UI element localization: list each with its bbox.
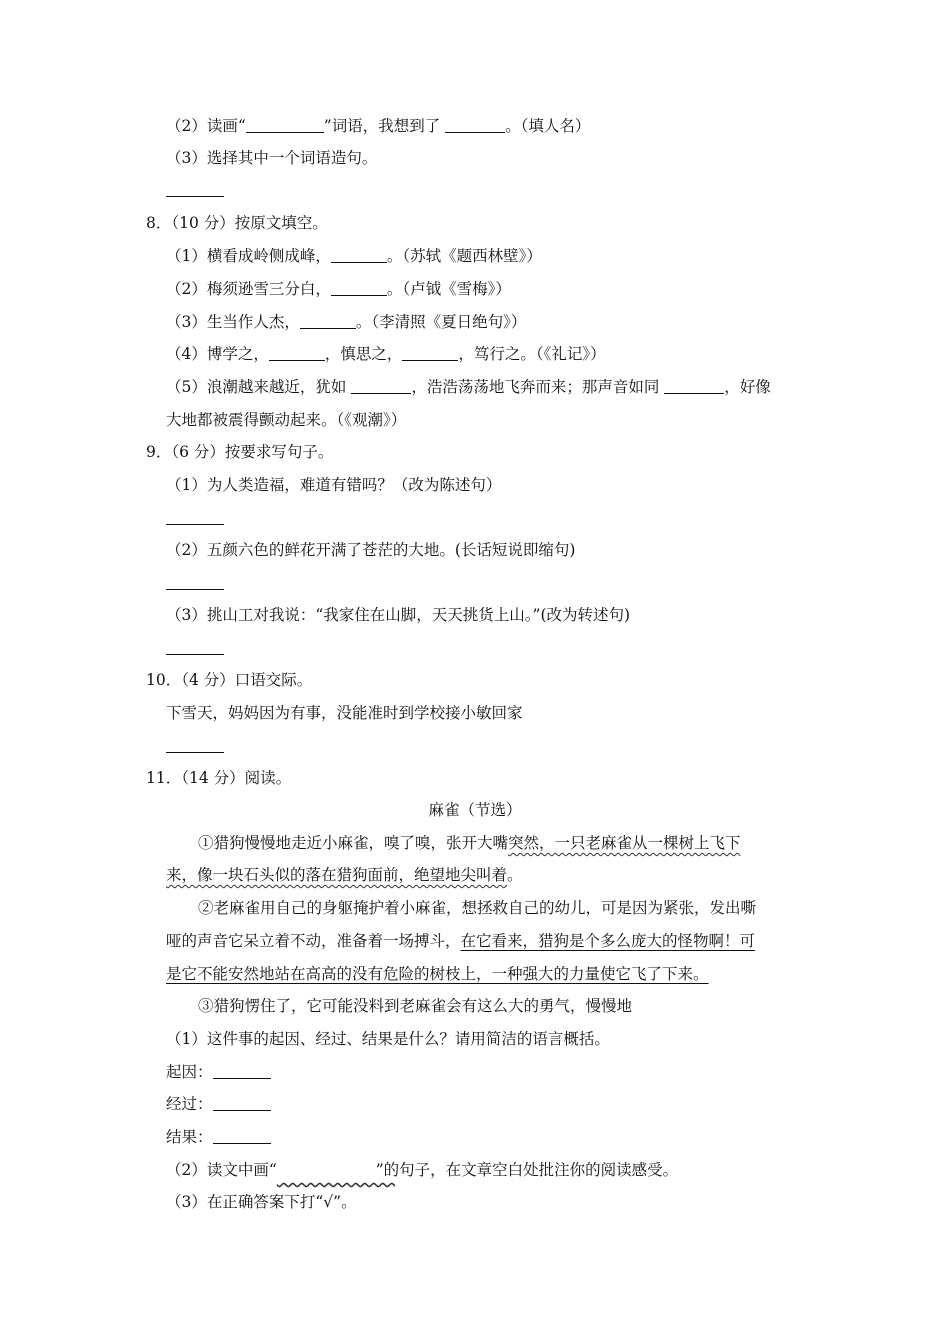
q11-sub1: （1）这件事的起因、经过、结果是什么？请用简洁的语言概括。 xyxy=(166,1030,610,1048)
q11-cause xyxy=(166,1060,271,1084)
q7-sub2-text-c: 。（填人名） xyxy=(505,117,591,135)
passage-text: ①猎狗慢慢地走近小麻雀，嗅了嗅，张开大嘴 xyxy=(198,834,509,852)
q8-line-4-text-c: ，笃行之。（《礼记》） xyxy=(458,345,606,363)
q8-line-5-cont: 大地都被震得颤动起来。（《观潮》） xyxy=(166,411,407,429)
underlined-sentence: 在它看来，猎狗是个多么庞大的怪物啊！可 xyxy=(460,932,756,950)
answer-blank[interactable] xyxy=(269,344,325,361)
q7-sub3: （3）选择其中一个词语造句。 xyxy=(166,149,378,167)
q11-heading: 11．（14 分）阅读。 xyxy=(146,769,292,787)
answer-blank[interactable] xyxy=(246,116,324,133)
q8-line-4-text-b: ，慎思之， xyxy=(324,345,403,363)
answer-blank[interactable] xyxy=(351,377,411,394)
q8-line-3-text-a: （3）生当作人杰， xyxy=(166,313,300,331)
answer-blank[interactable] xyxy=(300,312,356,329)
q7-sub2-text-b: ”词语，我想到了 xyxy=(323,117,441,135)
q8-line-1 xyxy=(166,244,542,268)
process-label: 经过： xyxy=(166,1095,213,1113)
q8-line-5 xyxy=(166,375,771,399)
answer-blank[interactable] xyxy=(331,279,387,296)
passage-para-1-line-2 xyxy=(166,863,523,887)
q8-line-2-text-b: 。（卢钺《雪梅》） xyxy=(386,280,511,298)
answer-line[interactable] xyxy=(166,589,224,590)
result-label: 结果： xyxy=(166,1128,213,1146)
q8-line-3-text-b: 。（李清照《夏日绝句》） xyxy=(355,313,527,331)
q11-sub2-text-a: （2）读文中画“ xyxy=(166,1161,277,1179)
passage-title: 麻雀（节选） xyxy=(428,801,522,819)
q8-line-1-text-a: （1）横看成岭侧成峰， xyxy=(166,247,331,265)
answer-blank[interactable] xyxy=(331,246,387,263)
answer-blank[interactable] xyxy=(445,116,505,133)
q8-heading: 8．（10 分）按原文填空。 xyxy=(146,214,328,232)
q8-line-5-text-c: ，好像 xyxy=(724,378,771,396)
passage-text: 哑的声音它呆立着不动，准备着一场搏斗， xyxy=(166,932,461,950)
q8-line-4 xyxy=(166,342,606,366)
answer-line[interactable] xyxy=(166,654,224,655)
q11-sub2-text-b: ”的句子，在文章空白处批注你的阅读感受。 xyxy=(375,1161,679,1179)
q9-sub1: （1）为人类造福，难道有错吗？（改为陈述句） xyxy=(166,476,502,494)
passage-para-2-line-1: ②老麻雀用自己的身躯掩护着小麻雀，想拯救自己的幼儿，可是因为紧张，发出嘶 xyxy=(198,899,757,917)
answer-line[interactable] xyxy=(166,196,224,197)
answer-blank[interactable] xyxy=(664,377,724,394)
answer-blank[interactable] xyxy=(213,1094,271,1111)
q9-sub2: （2）五颜六色的鲜花开满了苍茫的大地。(长话短说即缩句) xyxy=(166,541,576,559)
q8-line-3 xyxy=(166,310,526,334)
q11-process xyxy=(166,1092,271,1116)
q9-sub3: （3）挑山工对我说：“我家住在山脚，天天挑货上山。”(改为转述句) xyxy=(166,606,631,624)
answer-blank[interactable] xyxy=(402,344,458,361)
passage-para-1-line-1 xyxy=(198,831,741,855)
q10-heading: 10．（4 分）口语交际。 xyxy=(146,671,313,689)
wavy-underlined-sentence: 来，像一块石头似的落在猎狗面前，绝望地尖叫着 xyxy=(166,866,508,884)
q8-line-5-text-a: （5）浪潮越来越近，犹如 xyxy=(166,378,347,396)
q11-result xyxy=(166,1125,271,1149)
answer-blank[interactable] xyxy=(213,1062,271,1079)
wavy-underline-sample xyxy=(277,1161,371,1175)
passage-para-3: ③猎狗愣住了，它可能没料到老麻雀会有这么大的勇气，慢慢地 xyxy=(198,997,633,1015)
q7-sub2-text-a: （2）读画“ xyxy=(166,117,246,135)
q11-sub3: （3）在正确答案下打“√”。 xyxy=(166,1193,357,1211)
q7-sub2 xyxy=(166,114,590,138)
q9-heading: 9．（6 分）按要求写句子。 xyxy=(146,443,334,461)
q8-line-4-text-a: （4）博学之， xyxy=(166,345,269,363)
passage-text: 。 xyxy=(507,866,523,884)
passage-para-2-line-3 xyxy=(166,962,709,986)
passage-para-2-line-2 xyxy=(166,929,755,953)
cause-label: 起因： xyxy=(166,1063,213,1081)
underlined-sentence: 是它不能安然地站在高高的没有危险的树枝上，一种强大的力量使它飞了下来。 xyxy=(166,965,709,983)
answer-line[interactable] xyxy=(166,752,224,753)
q8-line-1-text-b: 。（苏轼《题西林壁》） xyxy=(386,247,542,265)
wavy-underlined-sentence: 突然，一只老麻雀从一棵树上飞下 xyxy=(508,834,741,852)
q8-line-2 xyxy=(166,277,511,301)
answer-line[interactable] xyxy=(166,524,224,525)
q11-sub2 xyxy=(166,1158,678,1182)
answer-blank[interactable] xyxy=(213,1127,271,1144)
q8-line-5-text-b: ，浩浩荡荡地飞奔而来；那声音如同 xyxy=(411,378,660,396)
q8-line-2-text-a: （2）梅须逊雪三分白， xyxy=(166,280,331,298)
q10-text: 下雪天，妈妈因为有事，没能准时到学校接小敏回家 xyxy=(166,704,523,722)
